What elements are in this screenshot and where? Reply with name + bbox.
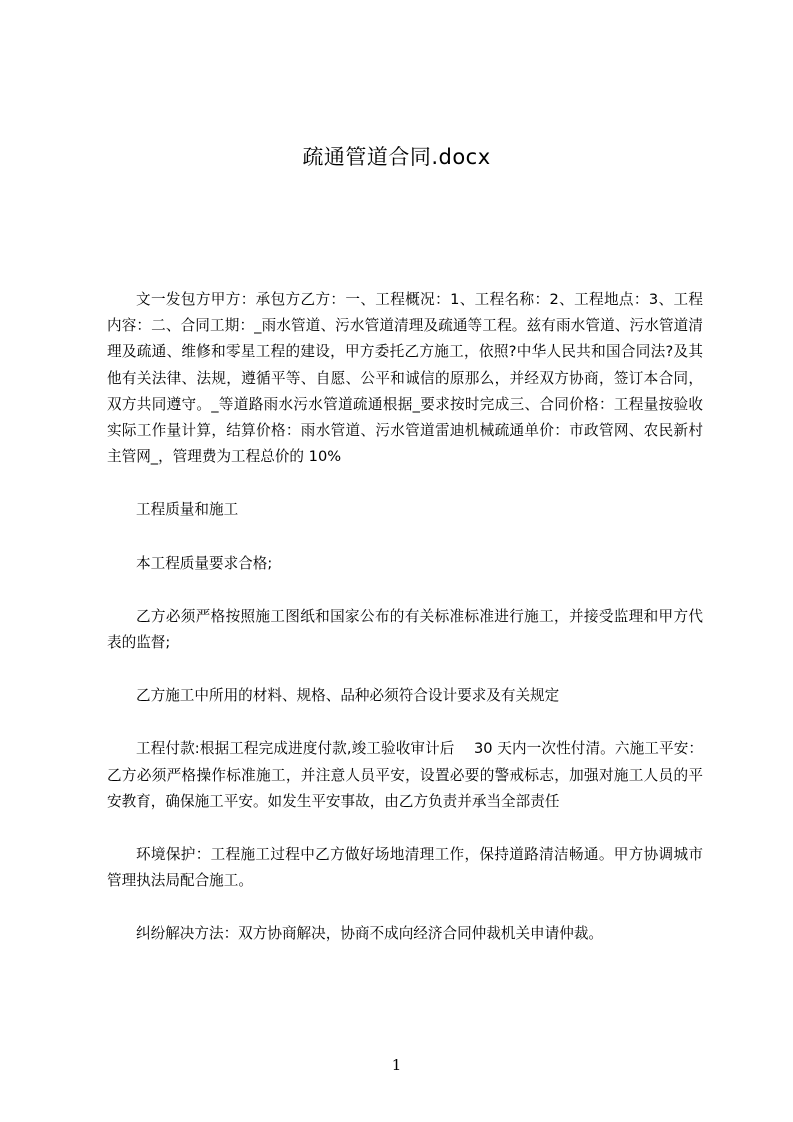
document-title: 疏通管道合同.docx [302, 145, 491, 169]
paragraph-quality-heading: 工程质量和施工 [136, 501, 239, 519]
document-body [107, 287, 703, 948]
paragraph-payment-safety: 工程付款:根据工程完成进度付款,竣工验收审计后 30 天内一次性付清。六施工平安：乙方必须严格操作标准施工，并注意人员平安，设置必要的警戒标志，加强对施工人员的平安教育，确保施工平安。如发生平安事故，由乙方负责并承当全部责任 [107, 740, 703, 810]
page-number: 1 [391, 1056, 402, 1074]
paragraph-dispute-resolution: 纠纷解决方法：双方协商解决，协商不成向经济合同仲裁机关申请仲裁。 [136, 925, 604, 943]
paragraph-quality-requirement: 本工程质量要求合格; [136, 554, 273, 572]
paragraph-construction-standard: 乙方必须严格按照施工图纸和国家公布的有关标准标准进行施工，并接受监理和甲方代表的监督; [107, 607, 703, 652]
paragraph-materials: 乙方施工中所用的材料、规格、品种必须符合设计要求及有关规定 [136, 687, 560, 705]
paragraph-contract-overview: 文一发包方甲方：承包方乙方：一、工程概况：1、工程名称：2、工程地点：3、工程内容：二、合同工期：_雨水管道、污水管道清理及疏通等工程。兹有雨水管道、污水管道清理及疏通、维修和零星工程的建设，甲方委托乙方施工，依照?中华人民共和国合同法?及其他有关法律、法规，遵循平等、自愿、公平和诚信的原那么，并经双方协商，签订本合同，双方共同遵守。_等道路雨水污水管道疏通根据_要求按时完成三、合同价格：工程量按验收实际工作量计算，结算价格：雨水管道、污水管道雷迪机械疏通单价：市政管网、农民新村主管网_，管理费为工程总价的 10% [107, 291, 703, 466]
paragraph-environment: 环境保护：工程施工过程中乙方做好场地清理工作，保持道路清洁畅通。甲方协调城市管理执法局配合施工。 [107, 846, 703, 890]
